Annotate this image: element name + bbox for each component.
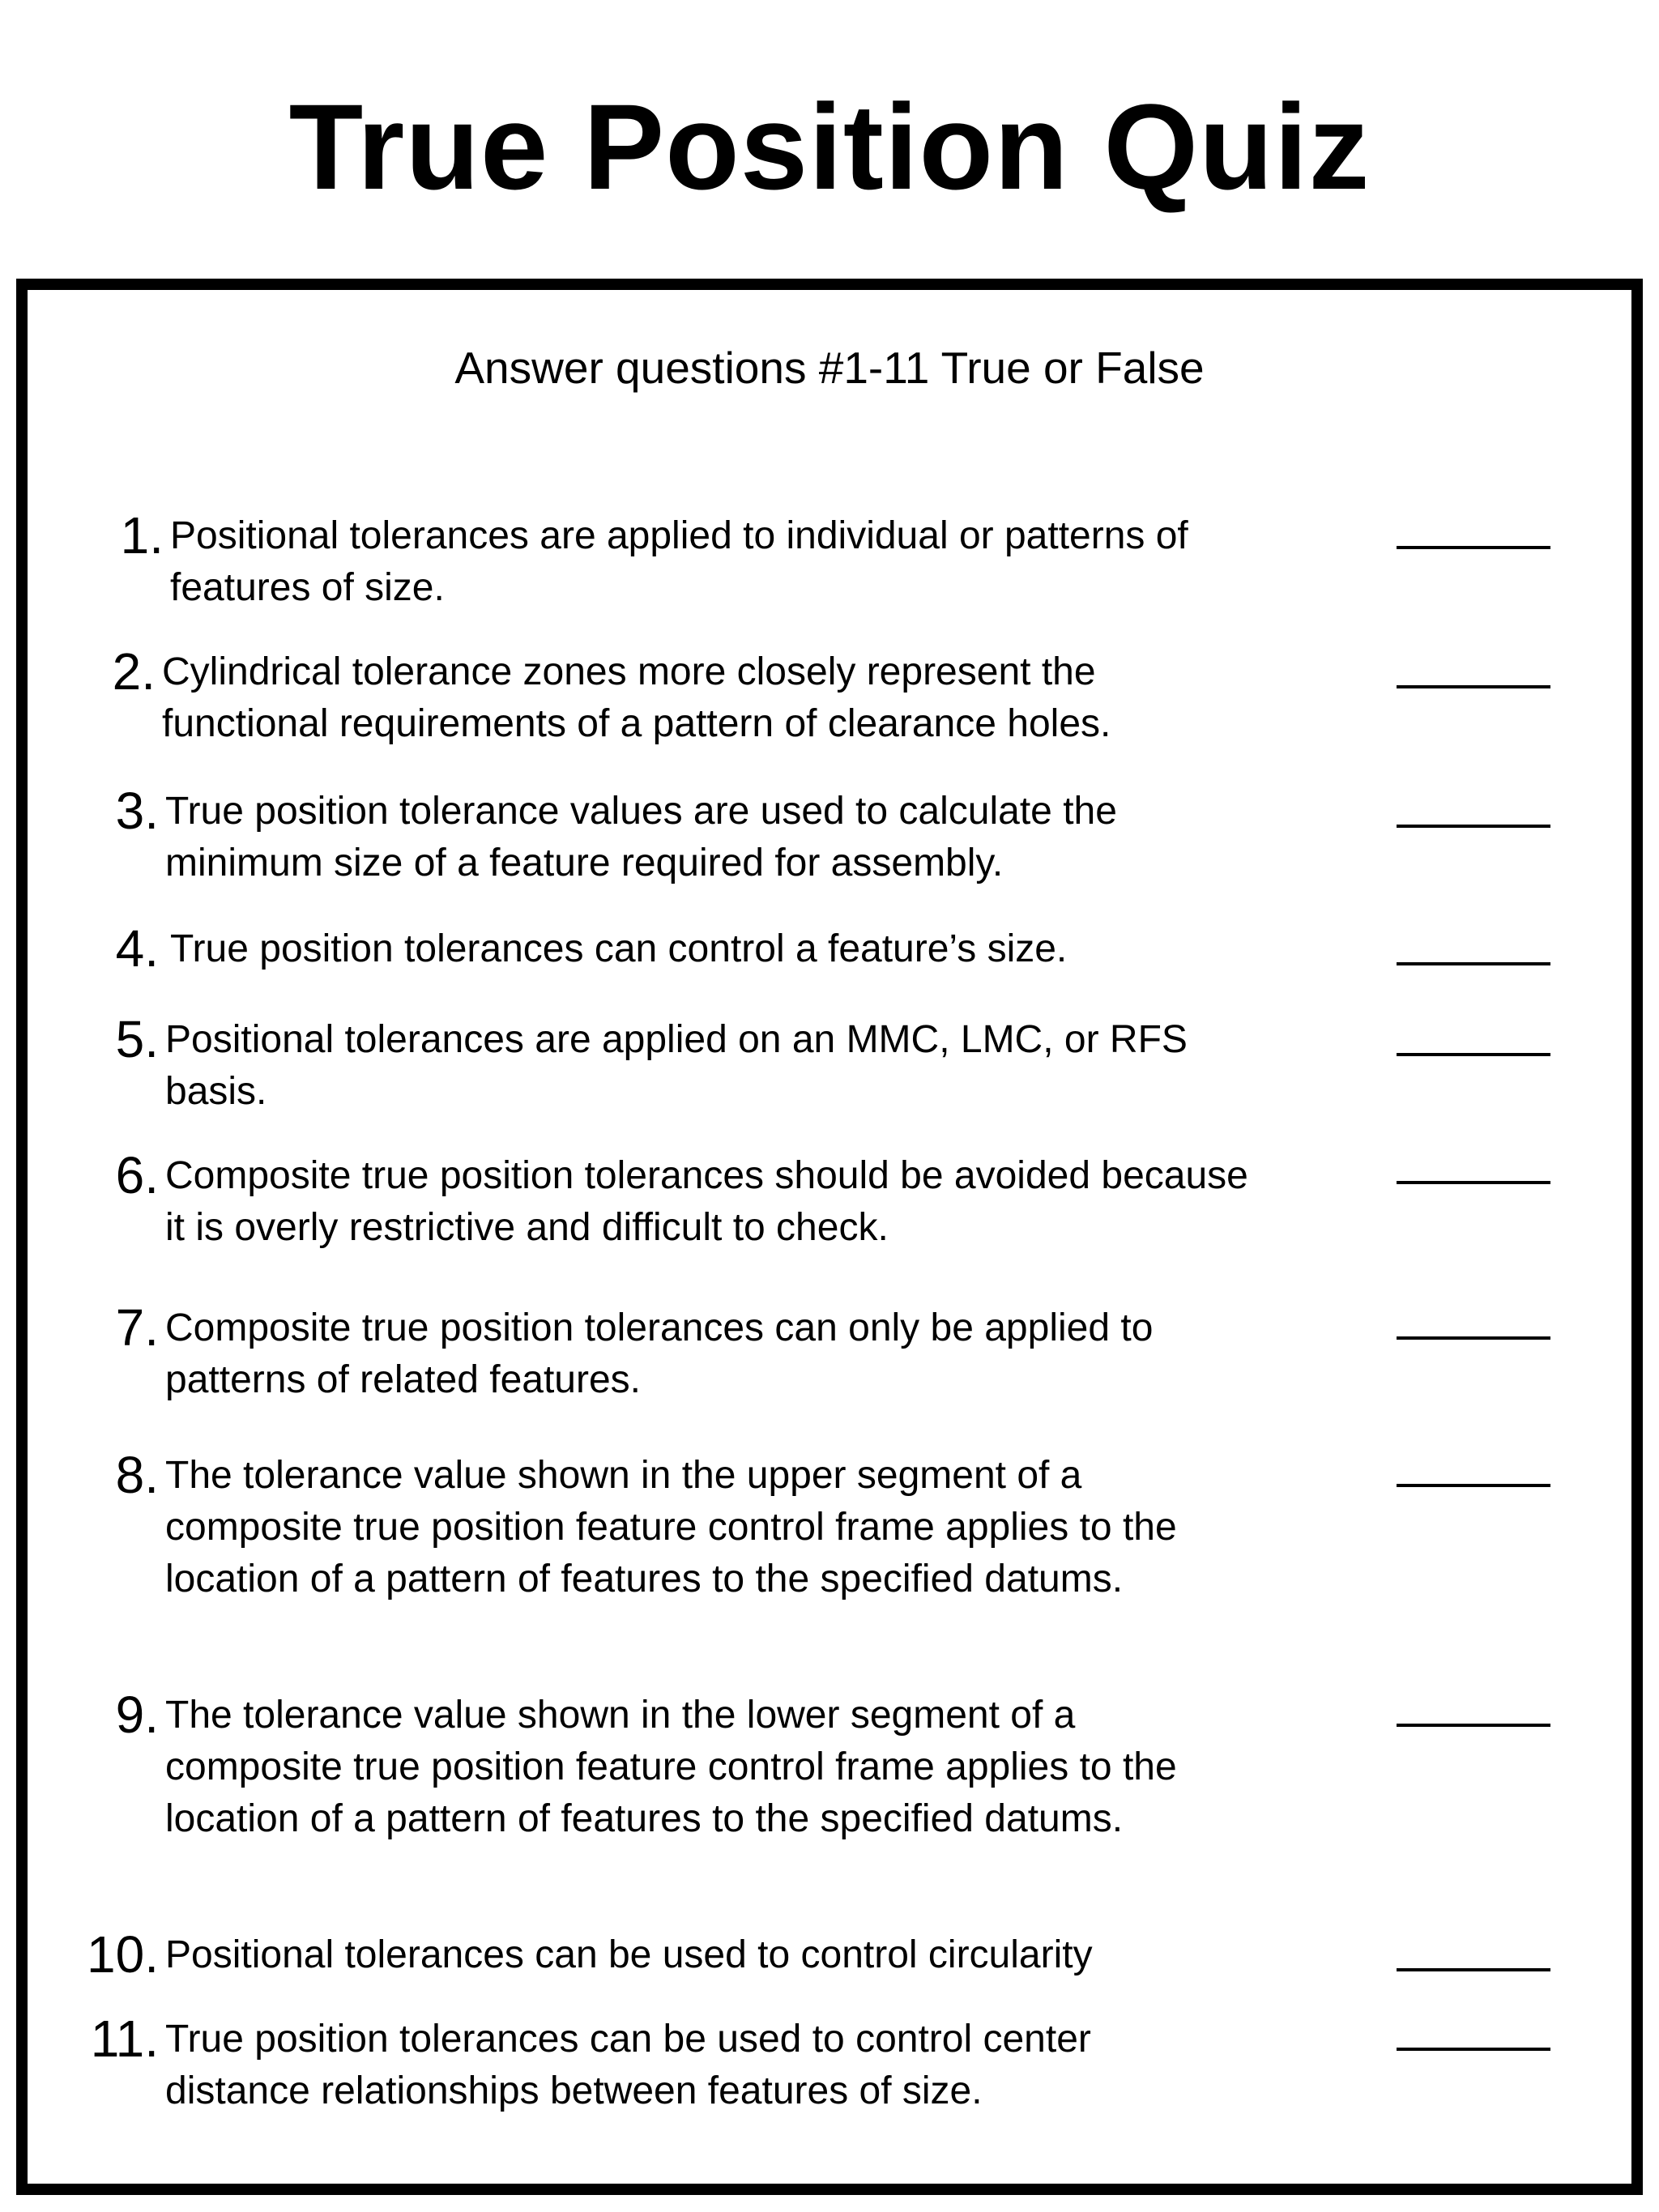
- question-number: 2.: [112, 642, 156, 701]
- quiz-frame: [16, 279, 1643, 2195]
- answer-blank[interactable]: [1397, 1968, 1550, 1971]
- question-text: The tolerance value shown in the lower segment of a composite true position feature control frame applies to the location of a pattern of features to the specified datums.: [165, 1694, 1177, 1840]
- question-text: Positional tolerances can be used to control circularity: [165, 1933, 1093, 1976]
- question-number: 1.: [120, 506, 164, 565]
- question-number: 10.: [87, 1925, 159, 1984]
- question-text: Cylindrical tolerance zones more closely represent the functional requirements of a pattern of clearance holes.: [162, 650, 1111, 745]
- answer-blank[interactable]: [1397, 685, 1550, 688]
- question-text: Composite true position tolerances can only be applied to patterns of related features.: [165, 1306, 1154, 1401]
- question-number: 7.: [115, 1298, 159, 1357]
- question-text: Composite true position tolerances should be avoided because it is overly restrictive and difficult to check.: [165, 1154, 1248, 1249]
- answer-blank[interactable]: [1397, 546, 1550, 549]
- question-number: 3.: [115, 782, 159, 840]
- question-text: True position tolerances can be used to control center distance relationships between features of size.: [165, 2018, 1091, 2112]
- question-text: True position tolerances can control a feature’s size.: [170, 927, 1068, 970]
- question-text: The tolerance value shown in the upper segment of a composite true position feature control frame applies to the location of a pattern of features to the specified datums.: [165, 1454, 1177, 1600]
- answer-blank[interactable]: [1397, 2048, 1550, 2051]
- instructions: Answer questions #1-11 True or False: [454, 343, 1205, 393]
- question-number: 6.: [115, 1146, 159, 1204]
- question-number: 5.: [115, 1010, 159, 1068]
- question-text: True position tolerance values are used to calculate the minimum size of a feature required for assembly.: [165, 790, 1117, 884]
- answer-blank[interactable]: [1397, 1336, 1550, 1340]
- question-number: 8.: [115, 1446, 159, 1504]
- question-text: Positional tolerances are applied to individual or patterns of features of size.: [170, 514, 1188, 609]
- question-text: Positional tolerances are applied on an MMC, LMC, or RFS basis.: [165, 1018, 1188, 1113]
- answer-blank[interactable]: [1397, 1724, 1550, 1727]
- answer-blank[interactable]: [1397, 1053, 1550, 1056]
- question-number: 9.: [115, 1686, 159, 1744]
- answer-blank[interactable]: [1397, 1181, 1550, 1184]
- answer-blank[interactable]: [1397, 1484, 1550, 1487]
- page-title: True Position Quiz: [288, 79, 1371, 215]
- answer-blank[interactable]: [1397, 962, 1550, 965]
- question-number: 11.: [90, 2010, 159, 2068]
- answer-blank[interactable]: [1397, 825, 1550, 828]
- question-number: 4.: [115, 919, 159, 978]
